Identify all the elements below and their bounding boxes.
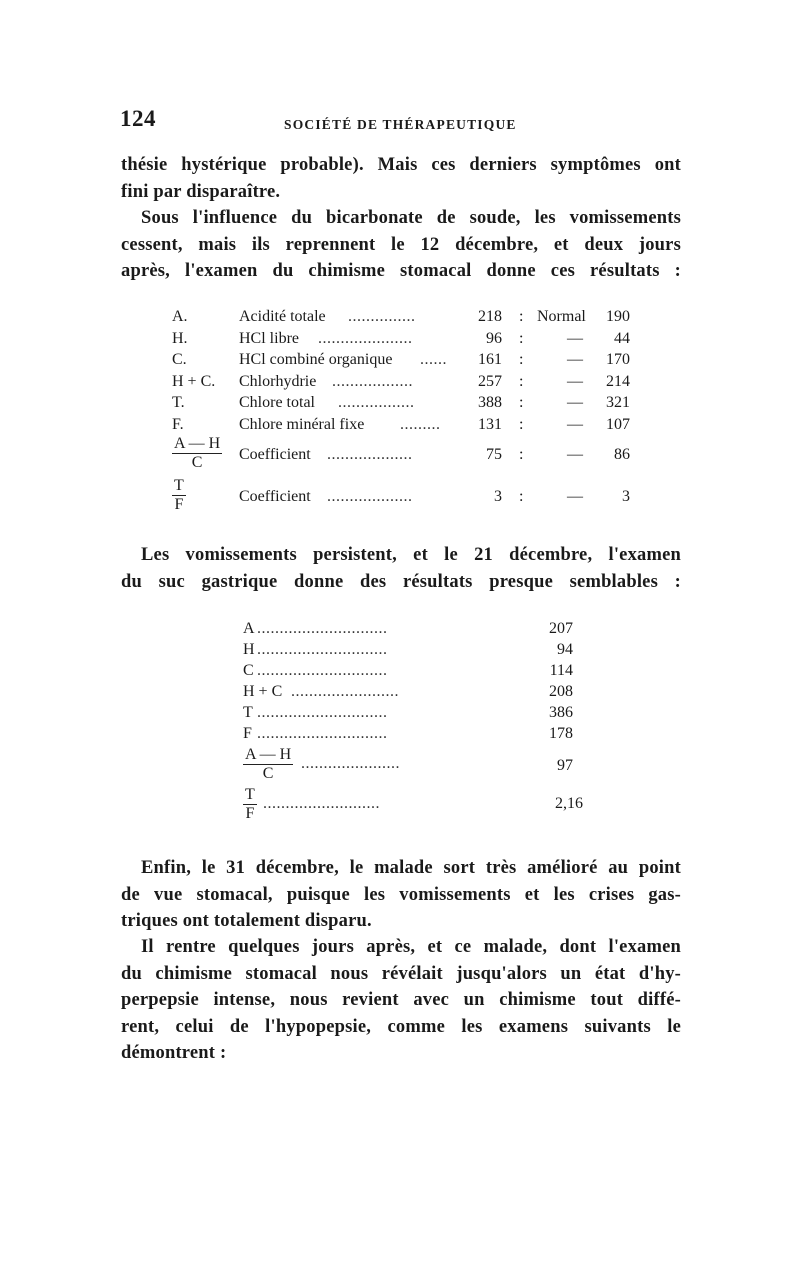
leader-dots: .................. <box>332 372 413 390</box>
row-name: Acidité totale <box>239 308 326 325</box>
row-value: 2,16 <box>555 795 583 812</box>
text-line: Il rentre quelques jours après, et ce malade, dont l'examen <box>141 937 681 957</box>
row-normal-value: 86 <box>614 446 630 463</box>
row-normal-value: 3 <box>622 488 630 505</box>
fraction-numerator: A — H <box>174 435 221 452</box>
row-label: T <box>243 704 253 721</box>
row-label: F. <box>172 415 184 433</box>
paragraph-1 <box>121 152 681 205</box>
row-name: Coefficient <box>239 446 311 463</box>
table-row <box>172 437 634 479</box>
leader-dots: ...... <box>420 351 447 368</box>
text-line: perpepsie intense, nous revient avec un chimisme tout diffé- <box>121 990 681 1010</box>
row-colon: : <box>519 394 524 411</box>
paragraph-2 <box>121 205 681 285</box>
row-colon: : <box>519 351 524 368</box>
row-colon: : <box>519 372 524 390</box>
fraction <box>172 477 186 514</box>
row-normal-value: 107 <box>606 415 630 433</box>
row-name: Chlore minéral fixe <box>239 415 365 433</box>
text-line: triques ont totalement disparu. <box>121 911 372 931</box>
text-line: Les vomissements persistent, et le 21 décembre, l'examen <box>141 545 681 565</box>
row-value: 131 <box>478 415 502 433</box>
row-normal-value: 44 <box>614 329 630 347</box>
table-row <box>243 620 573 641</box>
row-value: 207 <box>549 620 573 637</box>
row-name: Chlorhydrie <box>239 372 317 390</box>
row-normal: — <box>567 394 583 411</box>
row-value: 218 <box>478 308 502 325</box>
paragraph-4 <box>121 855 681 935</box>
leader-dots: ................. <box>338 394 415 411</box>
table-row <box>172 351 634 373</box>
leader-dots: ............... <box>348 308 416 325</box>
text-line: Enfin, le 31 décembre, le malade sort très amélioré au point <box>141 858 681 878</box>
row-label: C. <box>172 351 187 368</box>
fraction-denominator: F <box>245 805 255 822</box>
row-label: H <box>243 641 255 658</box>
leader-dots: ............................. <box>257 620 388 637</box>
fraction-numerator: T <box>174 477 184 494</box>
text-line: démontrent : <box>121 1043 227 1063</box>
chimisme-table-2 <box>243 620 583 830</box>
table-row <box>172 394 634 416</box>
text-line: cessent, mais ils reprennent le 12 décembre, et deux jours <box>121 234 681 255</box>
leader-dots: ............................. <box>257 662 388 679</box>
row-value: 114 <box>549 662 573 679</box>
fraction-denominator: F <box>174 496 184 513</box>
row-value: 386 <box>549 704 573 721</box>
row-colon: : <box>519 308 524 325</box>
row-normal-value: 214 <box>606 372 630 390</box>
row-name: HCl libre <box>239 329 299 347</box>
table-row <box>172 308 634 330</box>
row-normal: — <box>567 446 583 463</box>
row-value: 94 <box>557 641 573 658</box>
text-line: rent, celui de l'hypopepsie, comme les examens suivants le <box>121 1016 681 1037</box>
paragraph-3 <box>121 542 681 595</box>
row-normal: — <box>567 351 583 368</box>
row-normal: — <box>567 329 583 347</box>
row-value: 388 <box>478 394 502 411</box>
text-line: du chimisme stomacal nous révélait jusqu'alors un état d'hy- <box>121 963 681 984</box>
row-value: 97 <box>557 757 573 774</box>
leader-dots: ............................. <box>257 641 388 658</box>
leader-dots: ............................. <box>257 725 388 742</box>
row-name: Coefficient <box>239 488 311 505</box>
leader-dots: ............................. <box>257 704 388 721</box>
table-row <box>243 641 573 662</box>
table-row <box>172 479 634 521</box>
row-normal-value: 321 <box>606 394 630 411</box>
row-colon: : <box>519 488 524 505</box>
table-row <box>172 373 634 395</box>
text-line: de vue stomacal, puisque les vomissements et les crises gas- <box>121 884 681 905</box>
fraction-numerator: T <box>245 786 255 803</box>
row-value: 178 <box>549 725 573 742</box>
row-value: 75 <box>486 446 502 463</box>
row-normal: — <box>567 415 583 433</box>
table-row <box>243 725 573 746</box>
row-value: 257 <box>478 372 502 390</box>
table-row <box>172 416 634 438</box>
row-label: H + C. <box>172 372 216 390</box>
page-number: 124 <box>120 106 156 131</box>
table-row <box>243 746 573 788</box>
leader-dots: ......... <box>400 415 441 433</box>
fraction <box>243 786 257 823</box>
table-row <box>243 683 573 704</box>
row-colon: : <box>519 446 524 463</box>
text-line: fini par disparaître. <box>121 181 281 202</box>
leader-dots: ................... <box>327 446 413 463</box>
fraction <box>172 435 222 472</box>
row-normal: Normal <box>537 308 586 325</box>
fraction-denominator: C <box>191 454 203 471</box>
row-normal: — <box>567 372 583 390</box>
running-title: SOCIÉTÉ DE THÉRAPEUTIQUE <box>284 117 517 132</box>
table-row <box>172 330 634 352</box>
row-value: 96 <box>486 329 502 347</box>
fraction-denominator: C <box>262 765 274 782</box>
row-normal: — <box>567 488 583 505</box>
row-value: 161 <box>478 351 502 368</box>
chimisme-table-1 <box>172 308 634 521</box>
row-value: 208 <box>549 683 573 700</box>
paragraph-5 <box>121 934 681 1067</box>
row-name: Chlore total <box>239 394 315 411</box>
row-value: 3 <box>494 488 502 505</box>
row-name: HCl combiné organique <box>239 351 393 368</box>
row-label: H + C <box>243 683 283 700</box>
table-row <box>243 786 583 830</box>
table-row <box>243 704 573 725</box>
row-label: A <box>243 620 255 637</box>
row-label: H. <box>172 329 188 347</box>
table-row <box>243 662 573 683</box>
leader-dots: ........................ <box>291 683 399 700</box>
row-label: A. <box>172 308 188 325</box>
leader-dots: ..................... <box>318 329 413 347</box>
text-line: thésie hystérique probable). Mais ces derniers symptômes ont <box>121 155 681 175</box>
row-colon: : <box>519 329 524 347</box>
row-label: F <box>243 725 252 742</box>
leader-dots: ................... <box>327 488 413 505</box>
text-line: après, l'examen du chimisme stomacal donne ces résultats : <box>121 261 681 281</box>
row-label: C <box>243 662 254 679</box>
text-line: Sous l'influence du bicarbonate de soude, les vomissements <box>141 208 681 228</box>
leader-dots: ...................... <box>301 755 400 772</box>
row-colon: : <box>519 415 524 433</box>
text-line: du suc gastrique donne des résultats presque semblables : <box>121 571 681 592</box>
leader-dots: .......................... <box>263 795 380 812</box>
row-normal-value: 170 <box>606 351 630 368</box>
row-label: T. <box>172 394 185 411</box>
row-normal-value: 190 <box>606 308 630 325</box>
fraction <box>243 746 293 783</box>
fraction-numerator: A — H <box>245 746 292 763</box>
